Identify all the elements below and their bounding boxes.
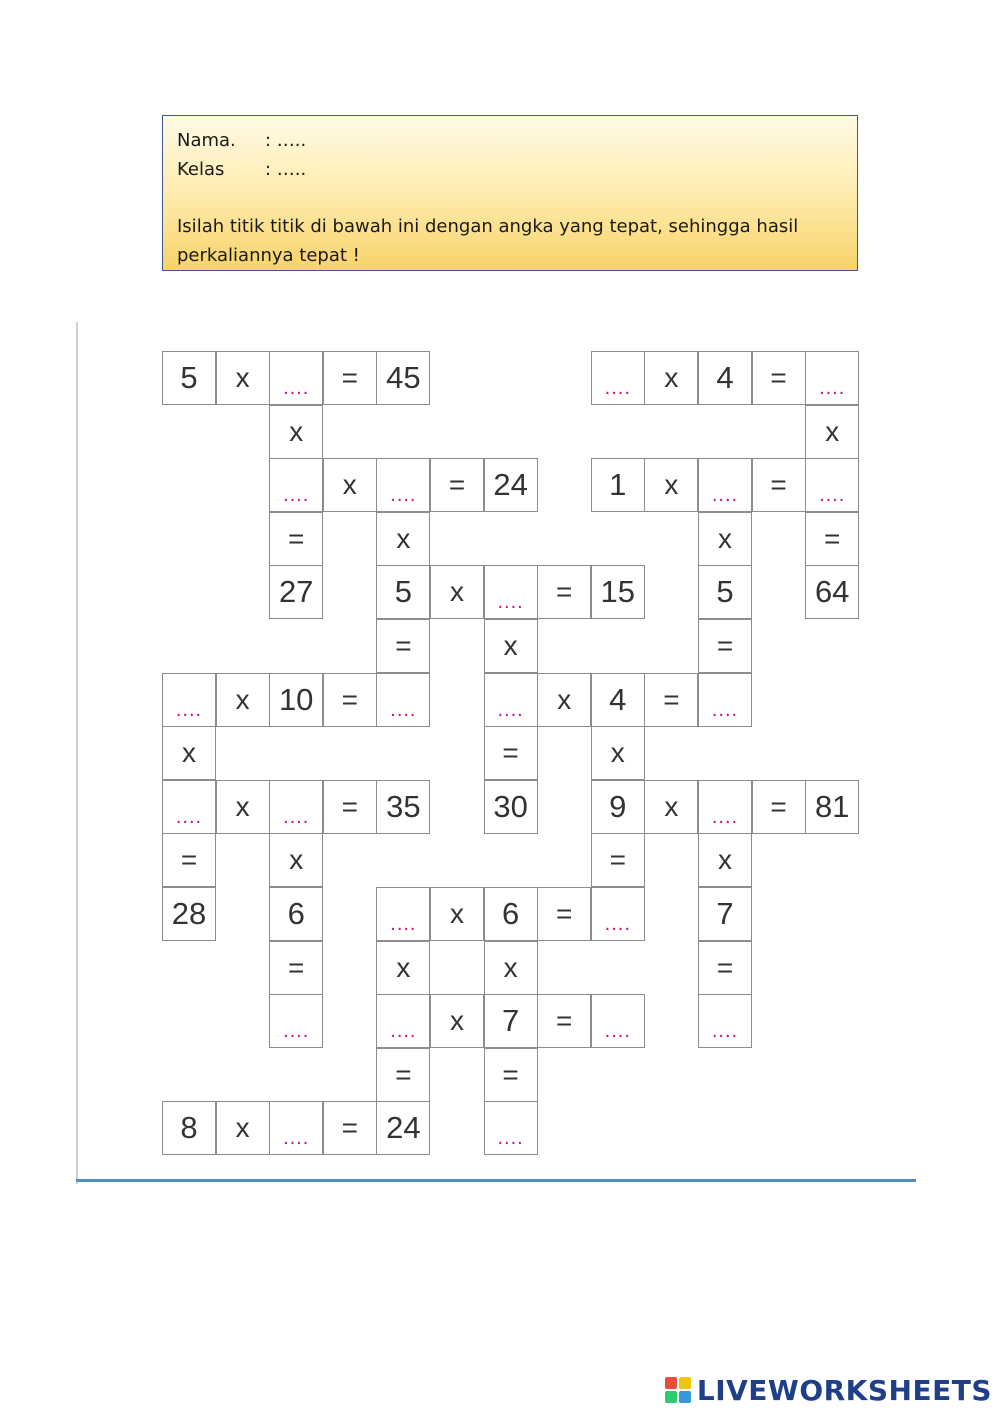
- class-label: Kelas: [177, 159, 225, 180]
- number-cell: 8: [162, 1101, 216, 1155]
- answer-blank-cell[interactable]: ....: [591, 351, 645, 405]
- number-cell: 5: [698, 565, 752, 619]
- times-sign-cell: x: [644, 458, 698, 512]
- equals-sign-cell: =: [752, 351, 806, 405]
- equals-sign-cell: =: [323, 351, 377, 405]
- times-sign-cell: x: [484, 619, 538, 673]
- equals-sign-cell: =: [698, 619, 752, 673]
- times-sign-cell: x: [644, 351, 698, 405]
- logo-square: [665, 1391, 677, 1403]
- number-cell: 24: [376, 1101, 430, 1155]
- answer-blank-cell[interactable]: ....: [698, 994, 752, 1048]
- number-cell: 27: [269, 565, 323, 619]
- equals-sign-cell: =: [430, 458, 484, 512]
- answer-blank-cell[interactable]: ....: [162, 673, 216, 727]
- number-cell: 24: [484, 458, 538, 512]
- answer-blank-cell[interactable]: ....: [269, 351, 323, 405]
- times-sign-cell: x: [216, 351, 270, 405]
- answer-blank-cell[interactable]: ....: [591, 887, 645, 941]
- answer-blank-cell[interactable]: ....: [805, 458, 859, 512]
- times-sign-cell: x: [323, 458, 377, 512]
- equals-sign-cell: =: [376, 619, 430, 673]
- times-sign-cell: x: [591, 726, 645, 780]
- answer-blank-cell[interactable]: ....: [805, 351, 859, 405]
- equals-sign-cell: =: [752, 458, 806, 512]
- equals-sign-cell: =: [698, 941, 752, 995]
- times-sign-cell: x: [644, 780, 698, 834]
- instruction-line-1: Isilah titik titik di bawah ini dengan angka yang tepat, sehingga hasil: [177, 216, 799, 237]
- number-cell: 45: [376, 351, 430, 405]
- equals-sign-cell: =: [484, 1048, 538, 1102]
- number-cell: 4: [591, 673, 645, 727]
- times-sign-cell: x: [269, 833, 323, 887]
- equals-sign-cell: =: [537, 887, 591, 941]
- answer-blank-cell[interactable]: ....: [484, 1101, 538, 1155]
- times-sign-cell: x: [269, 405, 323, 459]
- number-cell: 6: [484, 887, 538, 941]
- equals-sign-cell: =: [537, 994, 591, 1048]
- times-sign-cell: x: [216, 1101, 270, 1155]
- answer-blank-cell[interactable]: ....: [484, 565, 538, 619]
- instruction-line-2: perkaliannya tepat !: [177, 245, 360, 266]
- times-sign-cell: x: [805, 405, 859, 459]
- answer-blank-cell[interactable]: ....: [269, 780, 323, 834]
- number-cell: 1: [591, 458, 645, 512]
- equals-sign-cell: =: [162, 833, 216, 887]
- class-field[interactable]: : …..: [265, 159, 307, 180]
- answer-blank-cell[interactable]: ....: [376, 673, 430, 727]
- number-cell: 28: [162, 887, 216, 941]
- equals-sign-cell: =: [537, 565, 591, 619]
- answer-blank-cell[interactable]: ....: [269, 458, 323, 512]
- number-cell: 7: [698, 887, 752, 941]
- logo-icon: [665, 1377, 691, 1403]
- times-sign-cell: x: [376, 512, 430, 566]
- number-cell: 15: [591, 565, 645, 619]
- equals-sign-cell: =: [323, 673, 377, 727]
- number-cell: 30: [484, 780, 538, 834]
- number-cell: 64: [805, 565, 859, 619]
- number-cell: 35: [376, 780, 430, 834]
- equals-sign-cell: =: [269, 941, 323, 995]
- answer-blank-cell[interactable]: ....: [698, 458, 752, 512]
- answer-blank-cell[interactable]: ....: [484, 673, 538, 727]
- number-cell: 5: [162, 351, 216, 405]
- logo-text: LIVEWORKSHEETS: [696, 1373, 992, 1407]
- number-cell: 10: [269, 673, 323, 727]
- equals-sign-cell: =: [752, 780, 806, 834]
- number-cell: 7: [484, 994, 538, 1048]
- logo-square: [679, 1377, 691, 1389]
- liveworksheets-logo: [665, 1373, 992, 1407]
- number-cell: 81: [805, 780, 859, 834]
- equals-sign-cell: =: [269, 512, 323, 566]
- name-field[interactable]: : …..: [265, 130, 307, 151]
- frame-bottom-border: [76, 1179, 916, 1182]
- times-sign-cell: x: [430, 994, 484, 1048]
- frame-left-border: [76, 322, 78, 1184]
- answer-blank-cell[interactable]: ....: [376, 458, 430, 512]
- equals-sign-cell: =: [323, 780, 377, 834]
- times-sign-cell: x: [376, 941, 430, 995]
- times-sign-cell: x: [430, 887, 484, 941]
- number-cell: 4: [698, 351, 752, 405]
- answer-blank-cell[interactable]: ....: [376, 887, 430, 941]
- equals-sign-cell: =: [376, 1048, 430, 1102]
- answer-blank-cell[interactable]: ....: [269, 1101, 323, 1155]
- equals-sign-cell: =: [644, 673, 698, 727]
- answer-blank-cell[interactable]: ....: [269, 994, 323, 1048]
- times-sign-cell: x: [698, 833, 752, 887]
- equals-sign-cell: =: [484, 726, 538, 780]
- answer-blank-cell[interactable]: ....: [698, 673, 752, 727]
- times-sign-cell: x: [216, 780, 270, 834]
- answer-blank-cell[interactable]: ....: [376, 994, 430, 1048]
- times-sign-cell: x: [484, 941, 538, 995]
- answer-blank-cell[interactable]: ....: [698, 780, 752, 834]
- number-cell: 9: [591, 780, 645, 834]
- answer-blank-cell[interactable]: ....: [162, 780, 216, 834]
- equals-sign-cell: =: [323, 1101, 377, 1155]
- number-cell: 5: [376, 565, 430, 619]
- times-sign-cell: x: [162, 726, 216, 780]
- logo-square: [665, 1377, 677, 1389]
- times-sign-cell: x: [216, 673, 270, 727]
- equals-sign-cell: =: [805, 512, 859, 566]
- times-sign-cell: x: [698, 512, 752, 566]
- answer-blank-cell[interactable]: ....: [591, 994, 645, 1048]
- times-sign-cell: x: [537, 673, 591, 727]
- times-sign-cell: x: [430, 565, 484, 619]
- logo-square: [679, 1391, 691, 1403]
- number-cell: 6: [269, 887, 323, 941]
- name-label: Nama.: [177, 130, 236, 151]
- equals-sign-cell: =: [591, 833, 645, 887]
